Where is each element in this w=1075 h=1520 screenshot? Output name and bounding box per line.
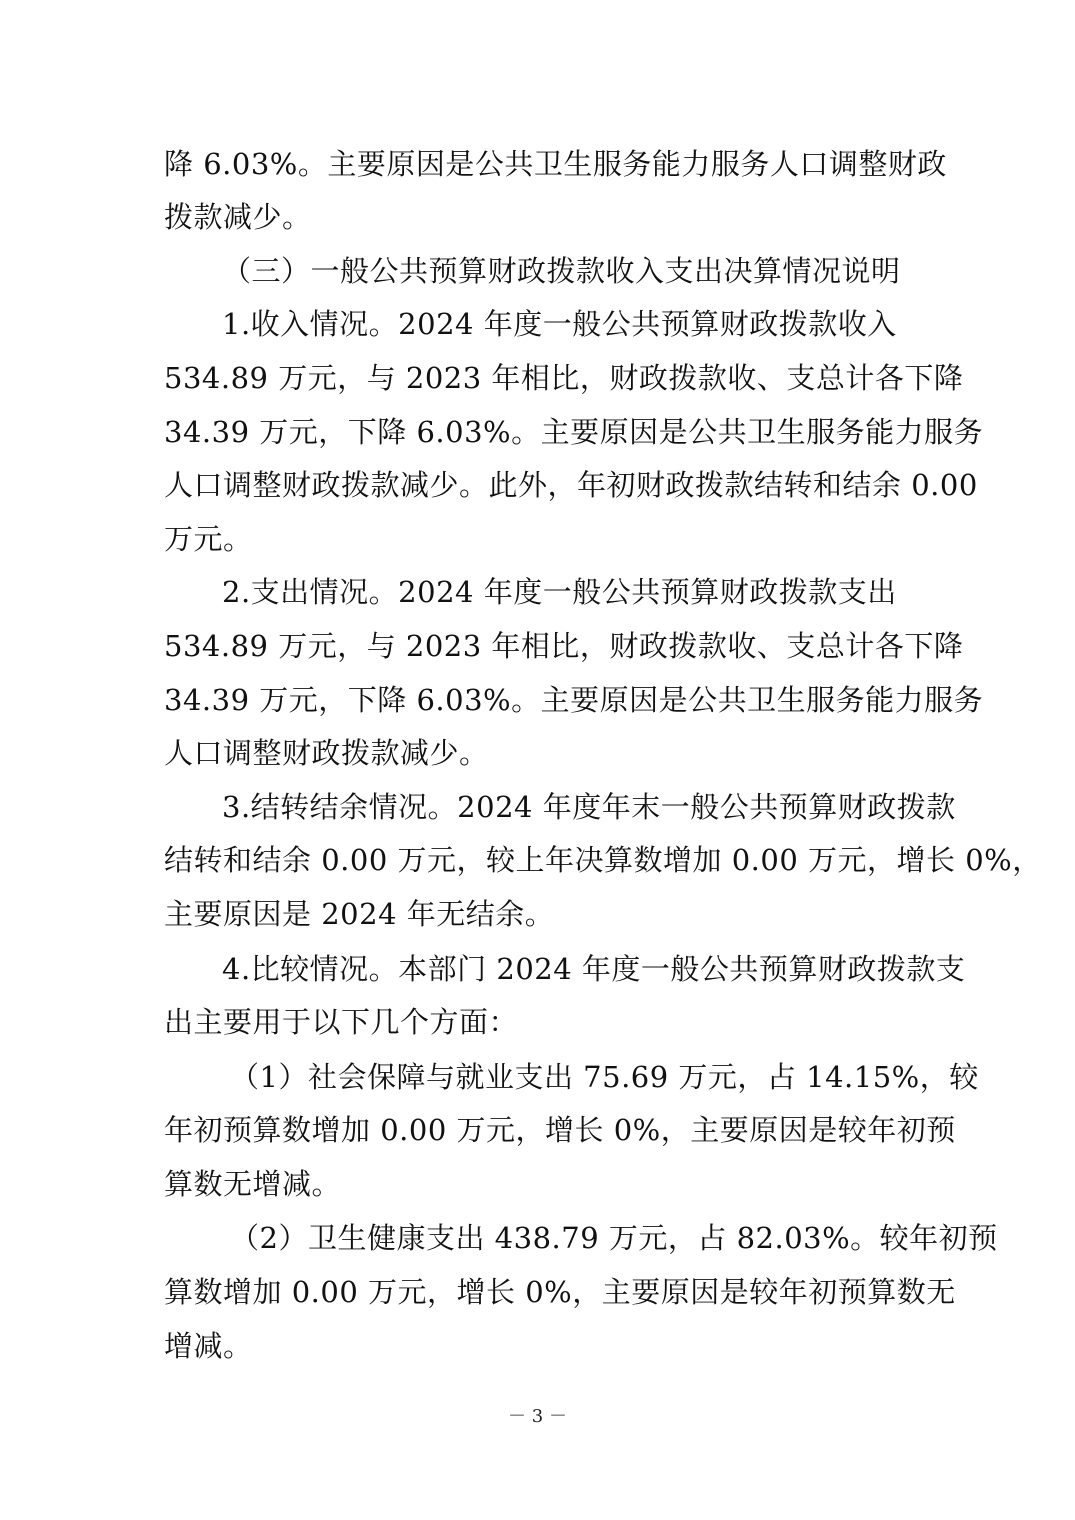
text-line-18: （1）社会保障与就业支出 75.69 万元，占 14.15%，较 [230, 1060, 979, 1094]
text-line-21: （2）卫生健康支出 438.79 万元，占 82.03%。较年初预 [230, 1221, 998, 1255]
text-line-9: 2.支出情况。2024 年度一般公共预算财政拨款支出 [222, 575, 897, 609]
text-line-15: 主要原因是 2024 年无结余。 [164, 897, 555, 931]
text-line-10: 534.89 万元，与 2023 年相比，财政拨款收、支总计各下降 [164, 629, 964, 663]
text-line-23: 增减。 [164, 1329, 253, 1363]
text-line-19: 年初预算数增加 0.00 万元，增长 0%，主要原因是较年初预 [164, 1113, 956, 1147]
section-heading-3: （三）一般公共预算财政拨款收入支出决算情况说明 [222, 254, 901, 288]
text-line-12: 人口调整财政拨款减少。 [164, 736, 489, 770]
text-line-11: 34.39 万元，下降 6.03%。主要原因是公共卫生服务能力服务 [164, 683, 984, 717]
text-line-22: 算数增加 0.00 万元，增长 0%，主要原因是较年初预算数无 [164, 1275, 956, 1309]
page-number: － 3 － [508, 1406, 567, 1427]
text-line-14: 结转和结余 0.00 万元，较上年决算数增加 0.00 万元，增长 0%， [164, 843, 1042, 877]
text-line-20: 算数无增减。 [164, 1167, 342, 1201]
text-line-4: 1.收入情况。2024 年度一般公共预算财政拨款收入 [222, 307, 897, 341]
text-line-16: 4.比较情况。本部门 2024 年度一般公共预算财政拨款支 [222, 952, 966, 986]
text-line-1: 降 6.03%。主要原因是公共卫生服务能力服务人口调整财政 [164, 147, 947, 181]
text-line-2: 拨款减少。 [164, 200, 312, 234]
text-line-17: 出主要用于以下几个方面： [164, 1005, 519, 1039]
text-line-6: 34.39 万元，下降 6.03%。主要原因是公共卫生服务能力服务 [164, 415, 984, 449]
text-line-8: 万元。 [164, 522, 253, 556]
text-line-7: 人口调整财政拨款减少。此外，年初财政拨款结转和结余 0.00 [164, 468, 978, 502]
text-line-13: 3.结转结余情况。2024 年度年末一般公共预算财政拨款 [222, 790, 956, 824]
text-line-5: 534.89 万元，与 2023 年相比，财政拨款收、支总计各下降 [164, 361, 964, 395]
